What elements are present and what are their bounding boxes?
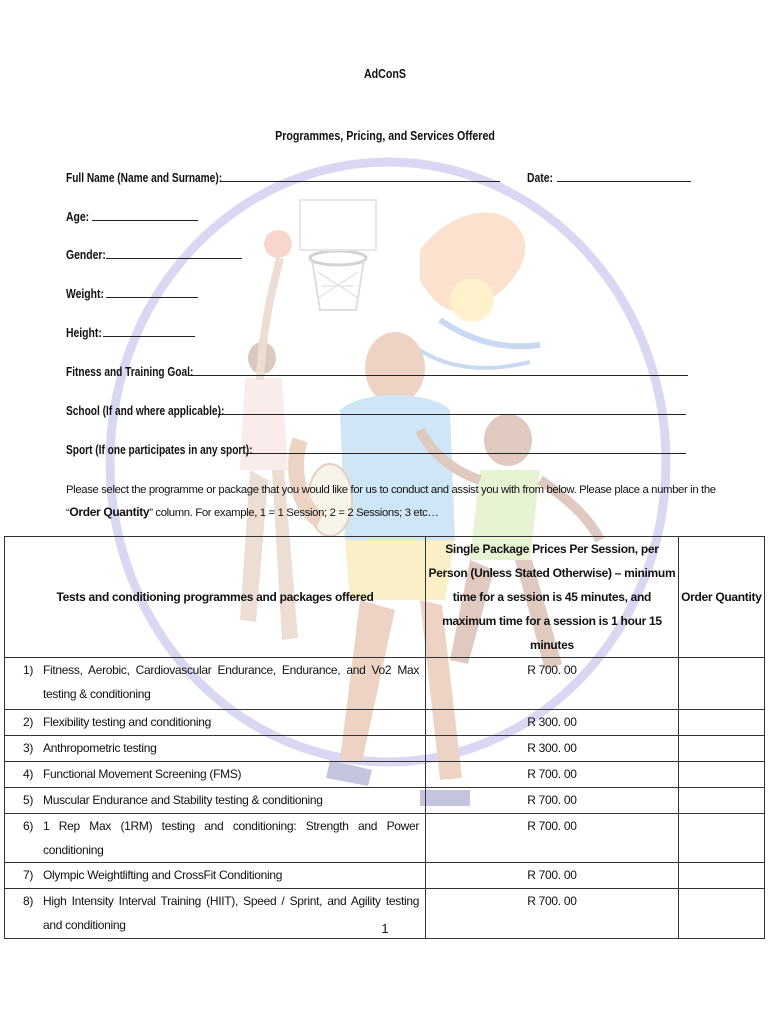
fitness-goal-input-line[interactable] bbox=[188, 363, 688, 376]
gender-field[interactable] bbox=[66, 246, 242, 262]
full-name-label: Full Name (Name and Surname): bbox=[66, 170, 223, 185]
order-quantity-cell[interactable] bbox=[678, 814, 764, 863]
programmes-table bbox=[4, 536, 765, 939]
programme-cell bbox=[5, 863, 426, 889]
table-row bbox=[5, 863, 765, 889]
height-label: Height: bbox=[66, 325, 102, 340]
table-row bbox=[5, 814, 765, 863]
programme-number: 1) bbox=[23, 663, 34, 677]
order-quantity-cell[interactable] bbox=[678, 736, 764, 762]
order-quantity-cell[interactable] bbox=[678, 788, 764, 814]
school-input-line[interactable] bbox=[218, 402, 686, 415]
programme-number: 5) bbox=[23, 793, 34, 807]
order-instructions bbox=[66, 479, 726, 524]
programme-number: 8) bbox=[23, 894, 34, 908]
programme-number: 6) bbox=[23, 819, 34, 833]
sport-label: Sport (If one participates in any sport): bbox=[66, 442, 253, 457]
programme-cell bbox=[5, 658, 426, 710]
price-cell: R 300. 00 bbox=[426, 710, 679, 736]
age-input-line[interactable] bbox=[92, 208, 198, 221]
weight-input-line[interactable] bbox=[106, 285, 198, 298]
price-cell: R 700. 00 bbox=[426, 788, 679, 814]
programme-cell bbox=[5, 814, 426, 863]
weight-label: Weight: bbox=[66, 286, 104, 301]
school-field[interactable] bbox=[66, 402, 686, 418]
programme-name: Fitness, Aerobic, Cardiovascular Endurance, Endurance, and Vo2 Max testing & conditioning bbox=[43, 663, 420, 701]
order-quantity-cell[interactable] bbox=[678, 762, 764, 788]
date-field[interactable] bbox=[527, 169, 691, 185]
programme-name: Muscular Endurance and Stability testing & conditioning bbox=[43, 793, 323, 807]
page-heading: Programmes, Pricing, and Services Offered bbox=[275, 128, 495, 143]
programme-number: 4) bbox=[23, 767, 34, 781]
gender-label: Gender: bbox=[66, 247, 106, 262]
header-programmes: Tests and conditioning programmes and packages offered bbox=[5, 537, 426, 658]
programme-cell bbox=[5, 788, 426, 814]
table-row bbox=[5, 710, 765, 736]
age-field[interactable] bbox=[66, 208, 198, 224]
sport-input-line[interactable] bbox=[246, 441, 686, 454]
order-quantity-cell[interactable] bbox=[678, 863, 764, 889]
table-row bbox=[5, 788, 765, 814]
age-label: Age: bbox=[66, 209, 90, 224]
table-row bbox=[5, 736, 765, 762]
header-order-quantity: Order Quantity bbox=[678, 537, 764, 658]
instructions-text-part1: Please select the programme or package that you would like for us to conduct and assist you with from below. Please place a number in the “ bbox=[66, 484, 716, 519]
table-row bbox=[5, 762, 765, 788]
instructions-text-part2: ” column. For example, 1 = 1 Session; 2 = 2 Sessions; 3 etc… bbox=[149, 507, 439, 519]
programme-number: 3) bbox=[23, 741, 34, 755]
programme-cell bbox=[5, 710, 426, 736]
price-cell: R 700. 00 bbox=[426, 889, 679, 939]
price-cell: R 700. 00 bbox=[426, 863, 679, 889]
price-cell: R 700. 00 bbox=[426, 814, 679, 863]
table-header-row bbox=[5, 537, 765, 658]
date-input-line[interactable] bbox=[557, 169, 691, 182]
weight-field[interactable] bbox=[66, 285, 198, 301]
programme-cell bbox=[5, 736, 426, 762]
full-name-input-line[interactable] bbox=[220, 169, 500, 182]
height-field[interactable] bbox=[66, 324, 195, 340]
programme-number: 7) bbox=[23, 868, 34, 882]
brand-name: AdConS bbox=[363, 66, 407, 81]
programme-number: 2) bbox=[23, 715, 34, 729]
height-input-line[interactable] bbox=[103, 324, 195, 337]
programme-name: Olympic Weightlifting and CrossFit Conditioning bbox=[43, 868, 283, 882]
fitness-goal-field[interactable] bbox=[66, 363, 688, 379]
order-quantity-cell[interactable] bbox=[678, 658, 764, 710]
programme-name: High Intensity Interval Training (HIIT), Speed / Sprint, and Agility testing and conditioning bbox=[43, 894, 420, 932]
sport-field[interactable] bbox=[66, 441, 686, 457]
full-name-field[interactable] bbox=[66, 169, 500, 185]
price-cell: R 700. 00 bbox=[426, 762, 679, 788]
table-row bbox=[5, 658, 765, 710]
header-price: Single Package Prices Per Session, per Person (Unless Stated Otherwise) – minimum time for a session is 45 minutes, and maximum time for a session is 1 hour 15 minutes bbox=[426, 537, 679, 658]
price-cell: R 700. 00 bbox=[426, 658, 679, 710]
programme-name: 1 Rep Max (1RM) testing and conditioning: Strength and Power conditioning bbox=[43, 819, 420, 857]
school-label: School (If and where applicable): bbox=[66, 403, 225, 418]
programme-cell bbox=[5, 762, 426, 788]
fitness-goal-label: Fitness and Training Goal: bbox=[66, 364, 194, 379]
order-quantity-cell[interactable] bbox=[678, 710, 764, 736]
date-label: Date: bbox=[527, 170, 554, 185]
programme-name: Anthropometric testing bbox=[43, 741, 157, 755]
programme-name: Flexibility testing and conditioning bbox=[43, 715, 211, 729]
page-number: 1 bbox=[381, 921, 389, 936]
price-cell: R 300. 00 bbox=[426, 736, 679, 762]
instructions-order-quantity: Order Quantity bbox=[69, 505, 150, 519]
gender-input-line[interactable] bbox=[106, 246, 242, 259]
programme-name: Functional Movement Screening (FMS) bbox=[43, 767, 242, 781]
